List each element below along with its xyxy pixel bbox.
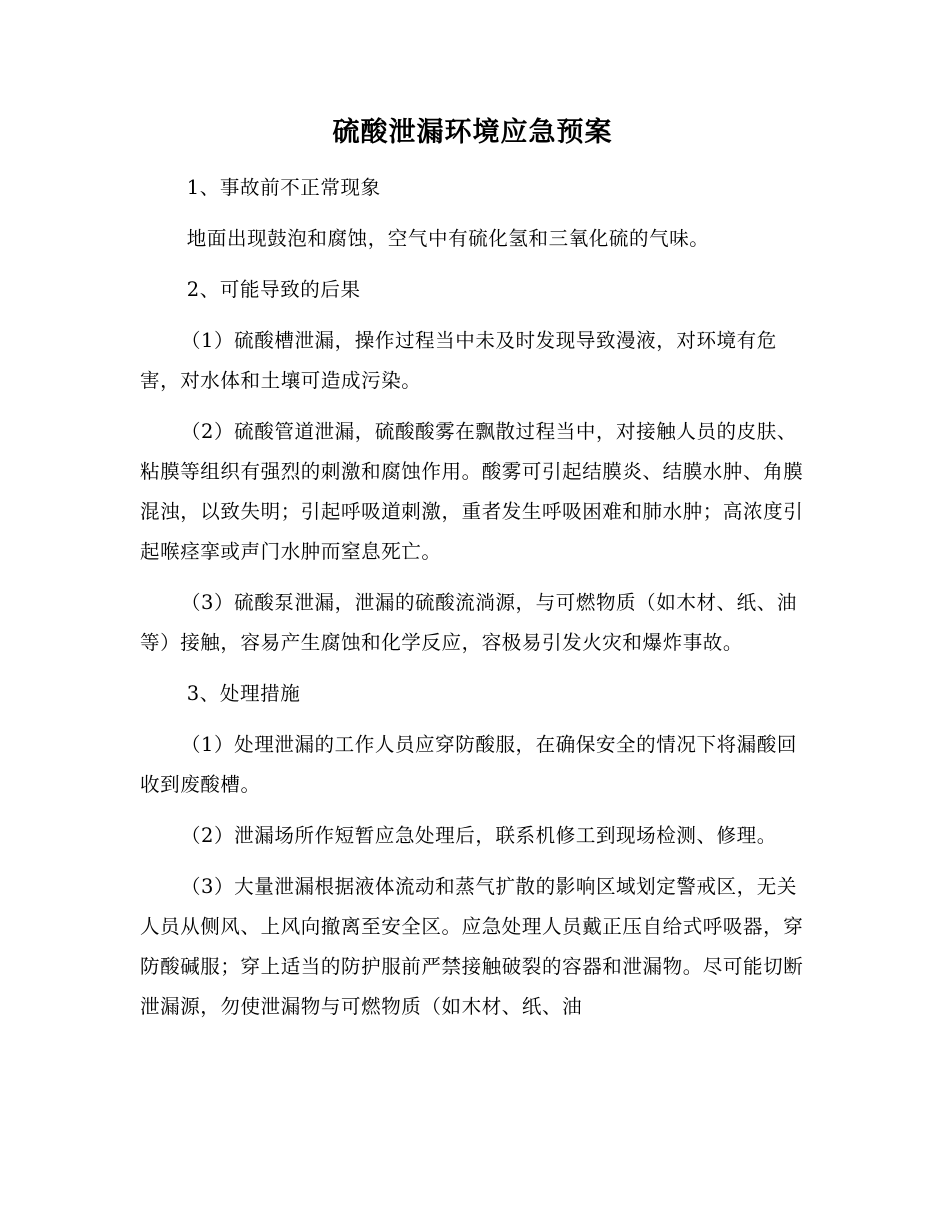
paragraph: （3）硫酸泵泄漏，泄漏的硫酸流淌源，与可燃物质（如木材、纸、油等）接触，容易产生腐蚀和化学反应，容极易引发火灾和爆炸事故。 — [140, 591, 797, 654]
section-heading-2: 2、可能导致的后果 — [186, 278, 361, 301]
paragraph: （3）大量泄漏根据液体流动和蒸气扩散的影响区域划定警戒区，无关人员从侧风、上风向撤离至安全区。应急处理人员戴正压自给式呼吸器，穿防酸碱服；穿上适当的防护服前严禁接触破裂的容器和泄漏物。尽可能切断泄漏源，勿使泄漏物与可燃物质（如木材、纸、油 — [140, 875, 804, 1018]
paragraph: （1）处理泄漏的工作人员应穿防酸服，在确保安全的情况下将漏酸回收到废酸槽。 — [140, 733, 797, 796]
paragraph: 地面出现鼓泡和腐蚀，空气中有硫化氢和三氧化硫的气味。 — [186, 227, 710, 250]
section-heading-3: 3、处理措施 — [186, 682, 301, 705]
paragraph: （2）泄漏场所作短暂应急处理后，联系机修工到现场检测、修理。 — [180, 824, 777, 847]
section-heading-1: 1、事故前不正常现象 — [186, 176, 381, 199]
paragraph: （2）硫酸管道泄漏，硫酸酸雾在飘散过程当中，对接触人员的皮肤、粘膜等组织有强烈的刺激和腐蚀作用。酸雾可引起结膜炎、结膜水肿、角膜混浊，以致失明；引起呼吸道刺激，重者发生呼吸困难和肺水肿；高浓度引起喉痉挛或声门水肿而窒息死亡。 — [140, 420, 804, 563]
document-title: 硫酸泄漏环境应急预案 — [332, 117, 613, 148]
paragraph: （1）硫酸槽泄漏，操作过程当中未及时发现导致漫液，对环境有危害，对水体和土壤可造成污染。 — [140, 329, 777, 392]
document-page — [140, 112, 805, 1038]
